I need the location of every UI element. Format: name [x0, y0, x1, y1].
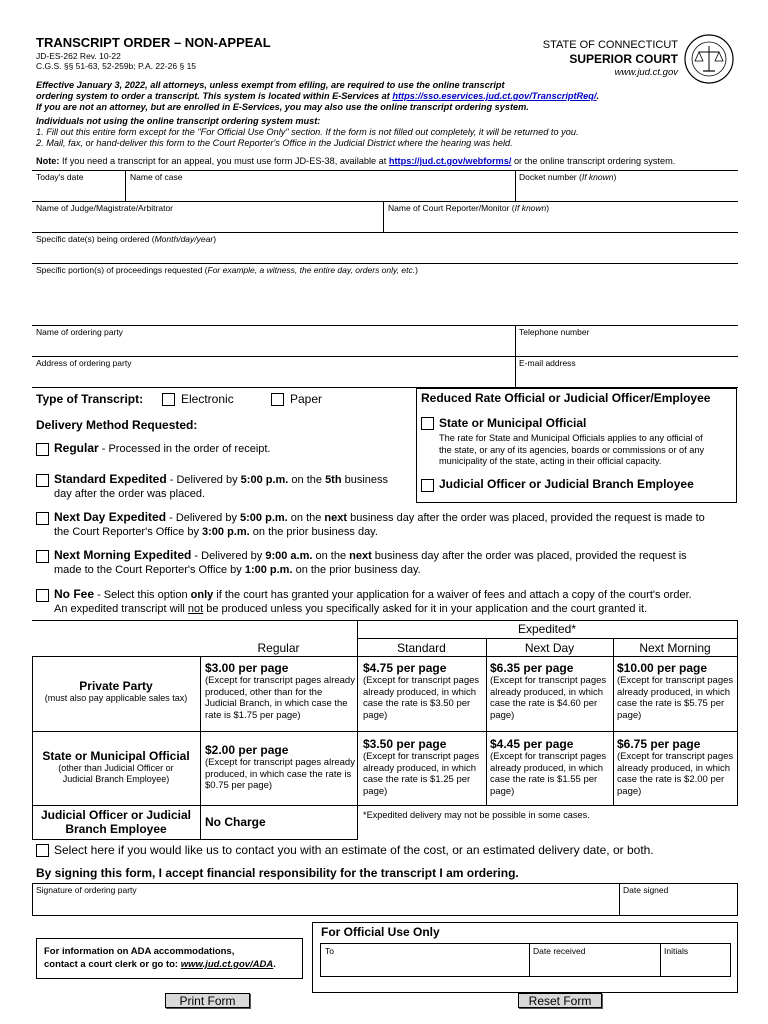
- col-next-morning: Next Morning: [639, 641, 711, 655]
- responsibility-statement: By signing this form, I accept financial responsibility for the transcript I am ordering.: [36, 866, 519, 880]
- transcript-type-label: Type of Transcript:: [36, 392, 144, 406]
- notice-block: [36, 80, 736, 149]
- reduced-rate-title: Reduced Rate Official or Judicial Officer/Employee: [421, 391, 711, 405]
- statutes: C.G.S. §§ 51-63, 52-259b; P.A. 22-26 § 15: [36, 61, 197, 71]
- no-fee-option: No Fee - Select this option only if the court has granted your application for a waiver of fees and attach a copy of the court's order. An expedited transcript will not be produced unless you specifically asked for it in your application and the court granted it.: [54, 587, 692, 615]
- reporter-field[interactable]: [386, 213, 736, 230]
- docket-number-label: Docket number (If known): [519, 172, 617, 182]
- email-field[interactable]: [518, 368, 736, 385]
- expedited-footnote: *Expedited delivery may not be possible in some cases.: [363, 810, 590, 820]
- regular-checkbox[interactable]: [36, 443, 49, 456]
- state-standard-cell: $3.50 per page (Except for transcript pages already produced, in which case the rate is $1.25 per page): [363, 737, 480, 797]
- judicial-officer-label: Judicial Officer or Judicial Branch Employee: [439, 477, 694, 491]
- judge-label: Name of Judge/Magistrate/Arbitrator: [36, 203, 174, 213]
- regular-option: Regular - Processed in the order of receipt.: [54, 441, 271, 455]
- telephone-field[interactable]: [518, 337, 736, 354]
- case-name-label: Name of case: [130, 172, 183, 182]
- private-standard-cell: $4.75 per page (Except for transcript pages already produced, in which case the rate is $3.50 per page): [363, 661, 480, 721]
- ordering-party-field[interactable]: [34, 337, 512, 354]
- state-regular-cell: $2.00 per page (Except for transcript pages already produced, in which case the rate is $0.75 per page): [205, 743, 355, 791]
- reset-form-button[interactable]: Reset Form: [518, 993, 602, 1008]
- official-initials-label: Initials: [664, 946, 689, 956]
- paper-label: Paper: [290, 392, 323, 406]
- state-next-day-cell: $4.45 per page (Except for transcript pages already produced, in which case the rate is $1.55 per page): [490, 737, 607, 797]
- signature-label: Signature of ordering party: [36, 885, 137, 895]
- official-use-title: For Official Use Only: [321, 925, 440, 939]
- notice-line6: 2. Mail, fax, or hand-deliver this form to the Court Reporter's Office in the Judicial District where the hearing was held.: [36, 138, 513, 148]
- next-morning-option: Next Morning Expedited - Delivered by 9:00 a.m. on the next business day after the order was placed, provided the request is made to the Court Reporter's Office by 1:00 p.m. on the prior business day.: [54, 548, 687, 576]
- next-day-checkbox[interactable]: [36, 512, 49, 525]
- dates-field[interactable]: [34, 244, 736, 261]
- reporter-label: Name of Court Reporter/Monitor (If known): [388, 203, 550, 213]
- judicial-officer-checkbox[interactable]: [421, 479, 434, 492]
- state-official-row-label: State or Municipal Official (other than Judicial Officer or Judicial Branch Employee): [42, 749, 190, 784]
- address-field[interactable]: [34, 368, 512, 385]
- state-next-morning-cell: $6.75 per page (Except for transcript pages already produced, in which case the rate is $2.00 per page): [617, 737, 734, 797]
- standard-expedited-option: Standard Expedited - Delivered by 5:00 p.m. on the 5th business day after the order was placed.: [54, 472, 389, 500]
- todays-date-label: Today's date: [36, 172, 84, 182]
- form-title: TRANSCRIPT ORDER – NON-APPEAL: [36, 35, 271, 50]
- portions-field[interactable]: [34, 275, 736, 323]
- expedited-header: Expedited*: [517, 622, 577, 636]
- telephone-label: Telephone number: [519, 327, 590, 337]
- portions-label: Specific portion(s) of proceedings requested (For example, a witness, the entire day, orders only, etc.): [36, 265, 418, 275]
- note-line: Note: If you need a transcript for an appeal, you must use form JD-ES-38, available at https://jud.ct.gov/webforms/ or the online transcript ordering system.: [36, 156, 676, 166]
- notice-line3: If you are not an attorney, but are enrolled in E-Services, you may also use the online transcript ordering system.: [36, 102, 529, 112]
- state-official-desc: The rate for State and Municipal Officials applies to any official of the state, or any of its agencies, boards or commissions or of any municipality of the state, acting in their official capacity.: [439, 433, 705, 466]
- docket-number-field[interactable]: [518, 182, 736, 199]
- notice-line4: Individuals not using the online transcript ordering system must:: [36, 116, 321, 126]
- delivery-method-label: Delivery Method Requested:: [36, 418, 198, 432]
- ordering-party-label: Name of ordering party: [36, 327, 123, 337]
- official-date-received-label: Date received: [533, 946, 586, 956]
- paper-checkbox[interactable]: [271, 393, 284, 406]
- electronic-checkbox[interactable]: [162, 393, 175, 406]
- electronic-label: Electronic: [181, 392, 234, 406]
- no-fee-checkbox[interactable]: [36, 589, 49, 602]
- court-name: SUPERIOR COURT: [569, 52, 678, 66]
- next-day-option: Next Day Expedited - Delivered by 5:00 p.m. on the next business day after the order was placed, provided the request is made to the Court Reporter's Office by 3:00 p.m. on the prior business day.: [54, 510, 705, 538]
- website: www.jud.ct.gov: [614, 67, 678, 78]
- judge-field[interactable]: [34, 213, 380, 230]
- judicial-row-label: Judicial Officer or Judicial Branch Employee: [40, 808, 192, 836]
- webforms-link[interactable]: https://jud.ct.gov/webforms/: [388, 156, 512, 166]
- estimate-label: Select here if you would like us to contact you with an estimate of the cost, or an estimated delivery date, or both.: [54, 843, 654, 857]
- judicial-regular-cell: No Charge: [205, 815, 266, 829]
- case-name-field[interactable]: [128, 182, 512, 199]
- eservices-link[interactable]: https://sso.eservices.jud.ct.gov/TranscriptReq/: [392, 91, 597, 101]
- notice-line5: 1. Fill out this entire form except for the "For Official Use Only" section. If the form is not filled out completely, it will be returned to you.: [36, 127, 579, 137]
- form-number: JD-ES-262 Rev. 10-22: [36, 51, 121, 61]
- next-morning-checkbox[interactable]: [36, 550, 49, 563]
- estimate-checkbox[interactable]: [36, 844, 49, 857]
- todays-date-field[interactable]: [34, 182, 122, 199]
- private-party-row-label: Private Party (must also pay applicable sales tax): [44, 679, 188, 703]
- private-regular-cell: $3.00 per page (Except for transcript pages already produced, other than for the Judicial Branch, in which case the rate is $1.75 per page): [205, 661, 355, 721]
- notice-line2: ordering system to order a transcript. This system is located within E-Services at https://sso.eservices.jud.ct.gov/TranscriptReq/.: [36, 91, 600, 101]
- signature-field[interactable]: [34, 896, 616, 914]
- email-label: E-mail address: [519, 358, 576, 368]
- notice-line1: Effective January 3, 2022, all attorneys, unless exempt from efiling, are required to use the online transcript: [36, 80, 505, 90]
- private-next-day-cell: $6.35 per page (Except for transcript pages already produced, in which case the rate is $4.60 per page): [490, 661, 607, 721]
- print-form-button[interactable]: Print Form: [165, 993, 250, 1008]
- state-name: STATE OF CONNECTICUT: [542, 39, 678, 51]
- private-next-morning-cell: $10.00 per page (Except for transcript pages already produced, in which case the rate is $5.75 per page): [617, 661, 734, 721]
- state-official-checkbox[interactable]: [421, 417, 434, 430]
- ada-link[interactable]: www.jud.ct.gov/ADA: [180, 959, 274, 970]
- state-official-label: State or Municipal Official: [439, 416, 587, 430]
- dates-label: Specific date(s) being ordered (Month/day/year): [36, 234, 217, 244]
- court-seal-icon: [683, 33, 735, 85]
- col-standard: Standard: [397, 641, 446, 655]
- standard-expedited-checkbox[interactable]: [36, 474, 49, 487]
- col-regular: Regular: [257, 641, 300, 655]
- official-to-label: To: [325, 946, 334, 956]
- address-label: Address of ordering party: [36, 358, 132, 368]
- ada-text: For information on ADA accommodations, contact a court clerk or go to: www.jud.ct.gov/ADA.: [44, 946, 276, 970]
- date-signed-label: Date signed: [623, 885, 669, 895]
- col-next-day: Next Day: [524, 641, 575, 655]
- date-signed-field[interactable]: [622, 896, 736, 914]
